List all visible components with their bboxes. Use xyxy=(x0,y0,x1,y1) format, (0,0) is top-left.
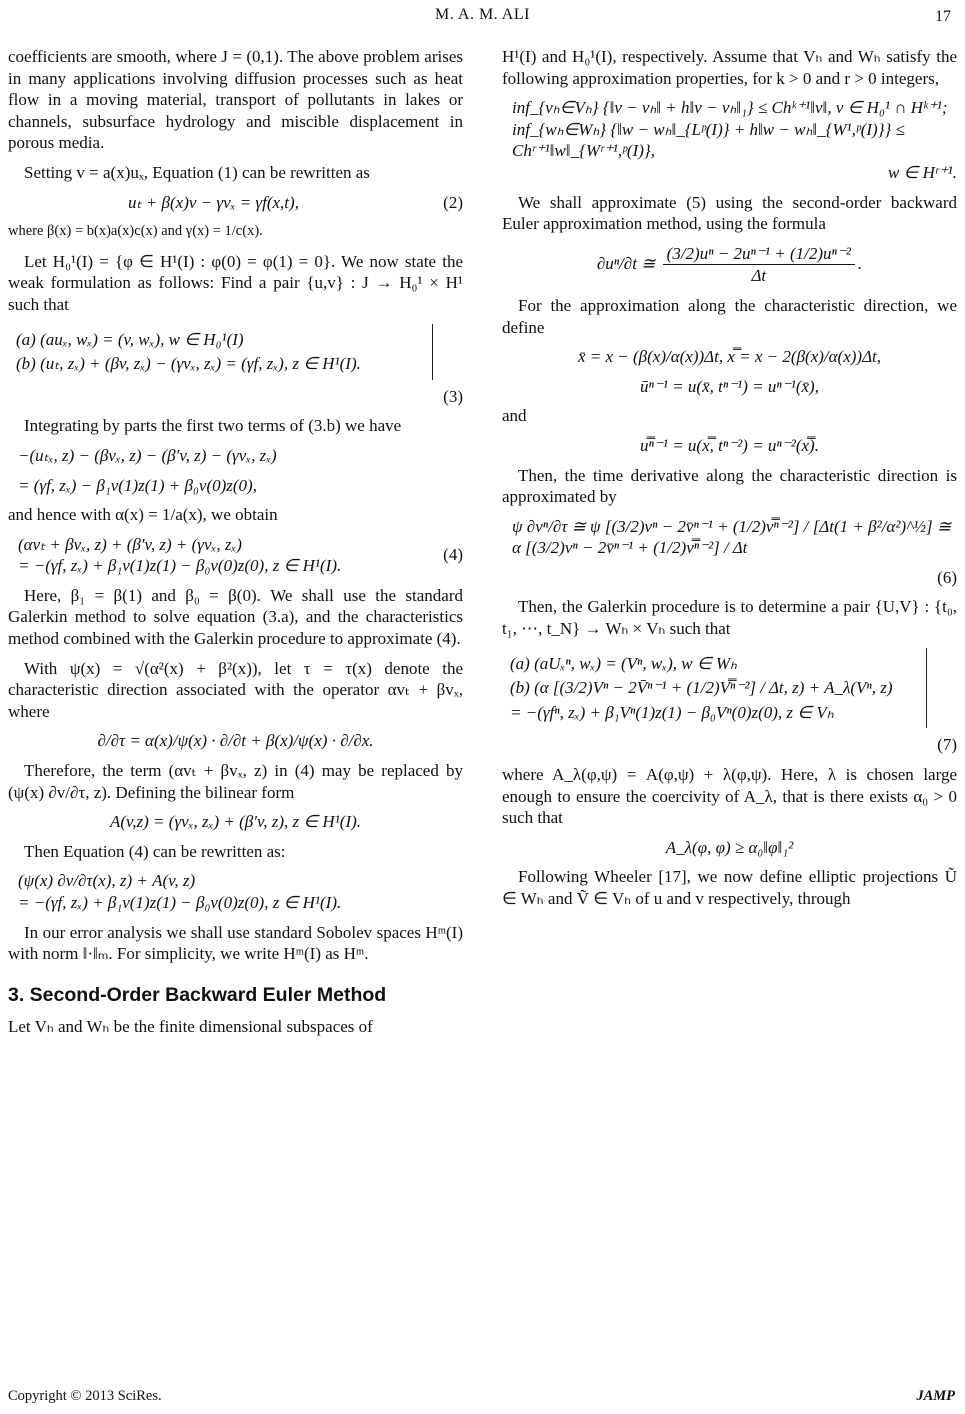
equation-number: (2) xyxy=(443,192,463,212)
fraction-numerator: (3/2)uⁿ − 2uⁿ⁻¹ + (1/2)uⁿ⁻² xyxy=(663,243,855,266)
equation-4 xyxy=(8,534,463,577)
paragraph: coefficients are smooth, where J = (0,1). The above problem arises in many applications involving diffusion processes such as heat flow in a moving material, transport of pollutants in lakes or channels, subsurface hydrology and miscible displacement in porous media. xyxy=(8,47,463,153)
equation-body: x̄ = x − (β(x)/α(x))Δt, x̿ = x − 2(β(x)/α(x))Δt, xyxy=(577,347,882,367)
equation-ibp-2 xyxy=(8,475,463,497)
paragraph: where A_λ(φ,ψ) = A(φ,ψ) + λ(φ,ψ). Here, λ is chosen large enough to ensure the coercivity of A_λ, that is there exists α₀ > 0 such that xyxy=(502,765,957,828)
journal-name: JAMP xyxy=(916,1388,955,1404)
equation-bilinear xyxy=(8,811,463,833)
equation-line: = −(γf, zₓ) + β₁v(1)z(1) − β₀v(0)z(0), z ∈ H¹(I). xyxy=(18,893,342,912)
page-number: 17 xyxy=(935,8,951,25)
equation-number: (3) xyxy=(443,386,463,406)
equation-system-3 xyxy=(8,324,433,380)
equation-line: (a) (aUₓⁿ, wₓ) = (Vⁿ, wₓ), w ∈ Wₕ xyxy=(510,653,737,673)
equation-line: (ψ(x) ∂v/∂τ(x), z) + A(v, z) xyxy=(18,871,196,891)
equation-char-2 xyxy=(502,376,957,398)
equation-number: (4) xyxy=(443,545,463,565)
paragraph: Then Equation (4) can be rewritten as: xyxy=(24,841,286,861)
fraction xyxy=(663,243,855,287)
paragraph: For the approximation along the characteristic direction, we define xyxy=(502,295,957,337)
equation-6 xyxy=(502,516,957,559)
equation-line: inf_{wₕ∈Wₕ} {‖w − wₕ‖_{Lᵖ(I)} + h‖w − wₕ‖_{W¹,ᵖ(I)}} ≤ Chʳ⁺¹‖w‖_{Wʳ⁺¹,ᵖ(I)}, xyxy=(512,119,905,161)
equation-lhs: ∂uⁿ/∂t ≅ xyxy=(596,253,656,273)
equation-body: u̿ⁿ⁻¹ = u(x̿, tⁿ⁻²) = uⁿ⁻²(x̿). xyxy=(640,435,819,455)
paragraph: With ψ(x) = √(α²(x) + β²(x)), let τ = τ(x) denote the characteristic direction associated with the operator αvₜ + βvₓ, where xyxy=(8,658,463,721)
page-footer xyxy=(0,1384,965,1408)
equation-line: inf_{vₕ∈Vₕ} {‖v − vₕ‖ + h‖v − vₕ‖₁} ≤ Chᵏ⁺¹‖v‖, v ∈ H₀¹ ∩ Hᵏ⁺¹; xyxy=(512,98,948,118)
paragraph: where β(x) = b(x)a(x)c(x) and γ(x) = 1/c(x). xyxy=(8,223,263,240)
equation-line: (αvₜ + βvₓ, z) + (β′v, z) + (γvₓ, zₓ) xyxy=(18,534,242,554)
paragraph: and hence with α(x) = 1/a(x), we obtain xyxy=(8,505,278,525)
fraction-denominator: Δt xyxy=(751,266,767,286)
equation-rewritten xyxy=(8,870,463,913)
paragraph: Therefore, the term (αvₜ + βvₓ, z) in (4) may be replaced by (ψ(x) ∂v/∂τ, z). Defining the bilinear form xyxy=(8,761,463,802)
paragraph: Setting v = a(x)uₓ, Equation (1) can be rewritten as xyxy=(24,162,370,182)
equation-body: A(v,z) = (γvₓ, zₓ) + (β′v, z), z ∈ H¹(I). xyxy=(109,812,362,832)
paragraph: In our error analysis we shall use standard Sobolev spaces Hᵐ(I) with norm ‖·‖ₘ. For simplicity, we write Hᵐ(I) as Hᵐ. xyxy=(8,922,463,964)
equation-ibp-1 xyxy=(8,445,463,467)
equation-line: w ∈ Hʳ⁺¹. xyxy=(887,162,957,182)
equation-body: ∂/∂τ = α(x)/ψ(x) · ∂/∂t + β(x)/ψ(x) · ∂/∂x. xyxy=(97,731,374,751)
equation-body: ūⁿ⁻¹ = u(x̄, tⁿ⁻¹) = uⁿ⁻¹(x̄), xyxy=(640,376,819,396)
equation-bdf: ∂uⁿ/∂t ≅ $\frac{\text{(3/2)uⁿ − 2uⁿ⁻¹ + (1/2)uⁿ⁻²}}{\Delta t}$ . xyxy=(596,243,863,286)
paragraph: and xyxy=(502,406,527,426)
equation-char-3 xyxy=(502,435,957,457)
equation-2 xyxy=(8,192,463,214)
equation-line: (b) (uₜ, zₓ) + (βv, zₓ) − (γvₓ, zₓ) = (γf, zₓ), z ∈ H¹(I). xyxy=(16,354,361,374)
paragraph: Let H₀¹(I) = {φ ∈ H¹(I) : φ(0) = φ(1) = 0}. We now state the weak formulation as follows: Find a pair {u,v} : J → H₀¹ × H¹ such that xyxy=(8,251,463,314)
paragraph: We shall approximate (5) using the second-order backward Euler approximation method, using the formula xyxy=(502,192,957,234)
equation-system-7 xyxy=(502,648,927,729)
paragraph: Integrating by parts the first two terms of (3.b) we have xyxy=(24,416,402,436)
paragraph: Then, the time derivative along the characteristic direction is approximated by xyxy=(502,465,957,507)
equation-coercivity xyxy=(502,837,957,859)
equation-body: = (γf, zₓ) − β₁v(1)z(1) + β₀v(0)z(0), xyxy=(18,475,257,495)
equation-body: uₜ + β(x)v − γvₓ = γf(x,t), xyxy=(128,192,299,212)
paragraph: Then, the Galerkin procedure is to determine a pair {U,V} : {t₀, t₁, ⋯, t_N} → Wₕ × Vₕ such that xyxy=(502,597,957,639)
equation-number: (6) xyxy=(937,567,957,587)
equation-line: (b) (α [(3/2)Vⁿ − 2V̄ⁿ⁻¹ + (1/2)V̿ⁿ⁻²] / Δt, z) + A_λ(Vⁿ, z) xyxy=(510,678,893,698)
equation-body: −(uₜₓ, z) − (βvₓ, z) − (β′v, z) − (γvₓ, zₓ) xyxy=(18,445,277,465)
equation-line: = −(γf, zₓ) + β₁v(1)z(1) − β₀v(0)z(0), z ∈ H¹(I). xyxy=(18,556,342,576)
equation-body: A_λ(φ, φ) ≥ α₀‖φ‖₁² xyxy=(665,837,794,857)
paragraph: H¹(I) and H₀¹(I), respectively. Assume that Vₕ and Wₕ satisfy the following approximation properties, for k > 0 and r > 0 integers, xyxy=(502,47,957,88)
paragraph: Here, β₁ = β(1) and β₀ = β(0). We shall use the standard Galerkin method to solve equation (3.a), and the characteristics method combined with the Galerkin procedure to approximate (4). xyxy=(8,585,463,649)
equation-dtau xyxy=(8,730,463,752)
paragraph: Let Vₕ and Wₕ be the finite dimensional subspaces of xyxy=(8,1017,373,1037)
section-heading: 3. Second-Order Backward Euler Method xyxy=(8,983,387,1006)
equation-body: ψ ∂vⁿ/∂τ ≅ ψ [(3/2)vⁿ − 2v̄ⁿ⁻¹ + (1/2)v̿ⁿ⁻²] / [Δt(1 + β²/α²)^½] ≅ α [(3/2)vⁿ − 2v̄ⁿ⁻¹ + (1/2)v̿ⁿ⁻²] / Δt xyxy=(512,516,952,558)
equation-approx xyxy=(502,97,957,183)
equation-char-1 xyxy=(502,346,957,368)
equation-line: (a) (auₓ, wₓ) = (v, wₓ), w ∈ H₀¹(I) xyxy=(16,329,244,349)
copyright-notice: Copyright © 2013 SciRes. xyxy=(8,1388,162,1404)
left-column xyxy=(8,46,463,1046)
equation-line: = −(γfⁿ, zₓ) + β₁Vⁿ(1)z(1) − β₀Vⁿ(0)z(0), z ∈ Vₕ xyxy=(510,702,834,722)
running-title: M. A. M. ALI xyxy=(435,6,530,23)
equation-number: (7) xyxy=(937,735,957,755)
right-column xyxy=(502,46,957,918)
paragraph: Following Wheeler [17], we now define elliptic projections Ũ ∈ Wₕ and Ṽ ∈ Vₕ of u and v respectively, through xyxy=(502,867,957,908)
running-header xyxy=(0,6,965,30)
